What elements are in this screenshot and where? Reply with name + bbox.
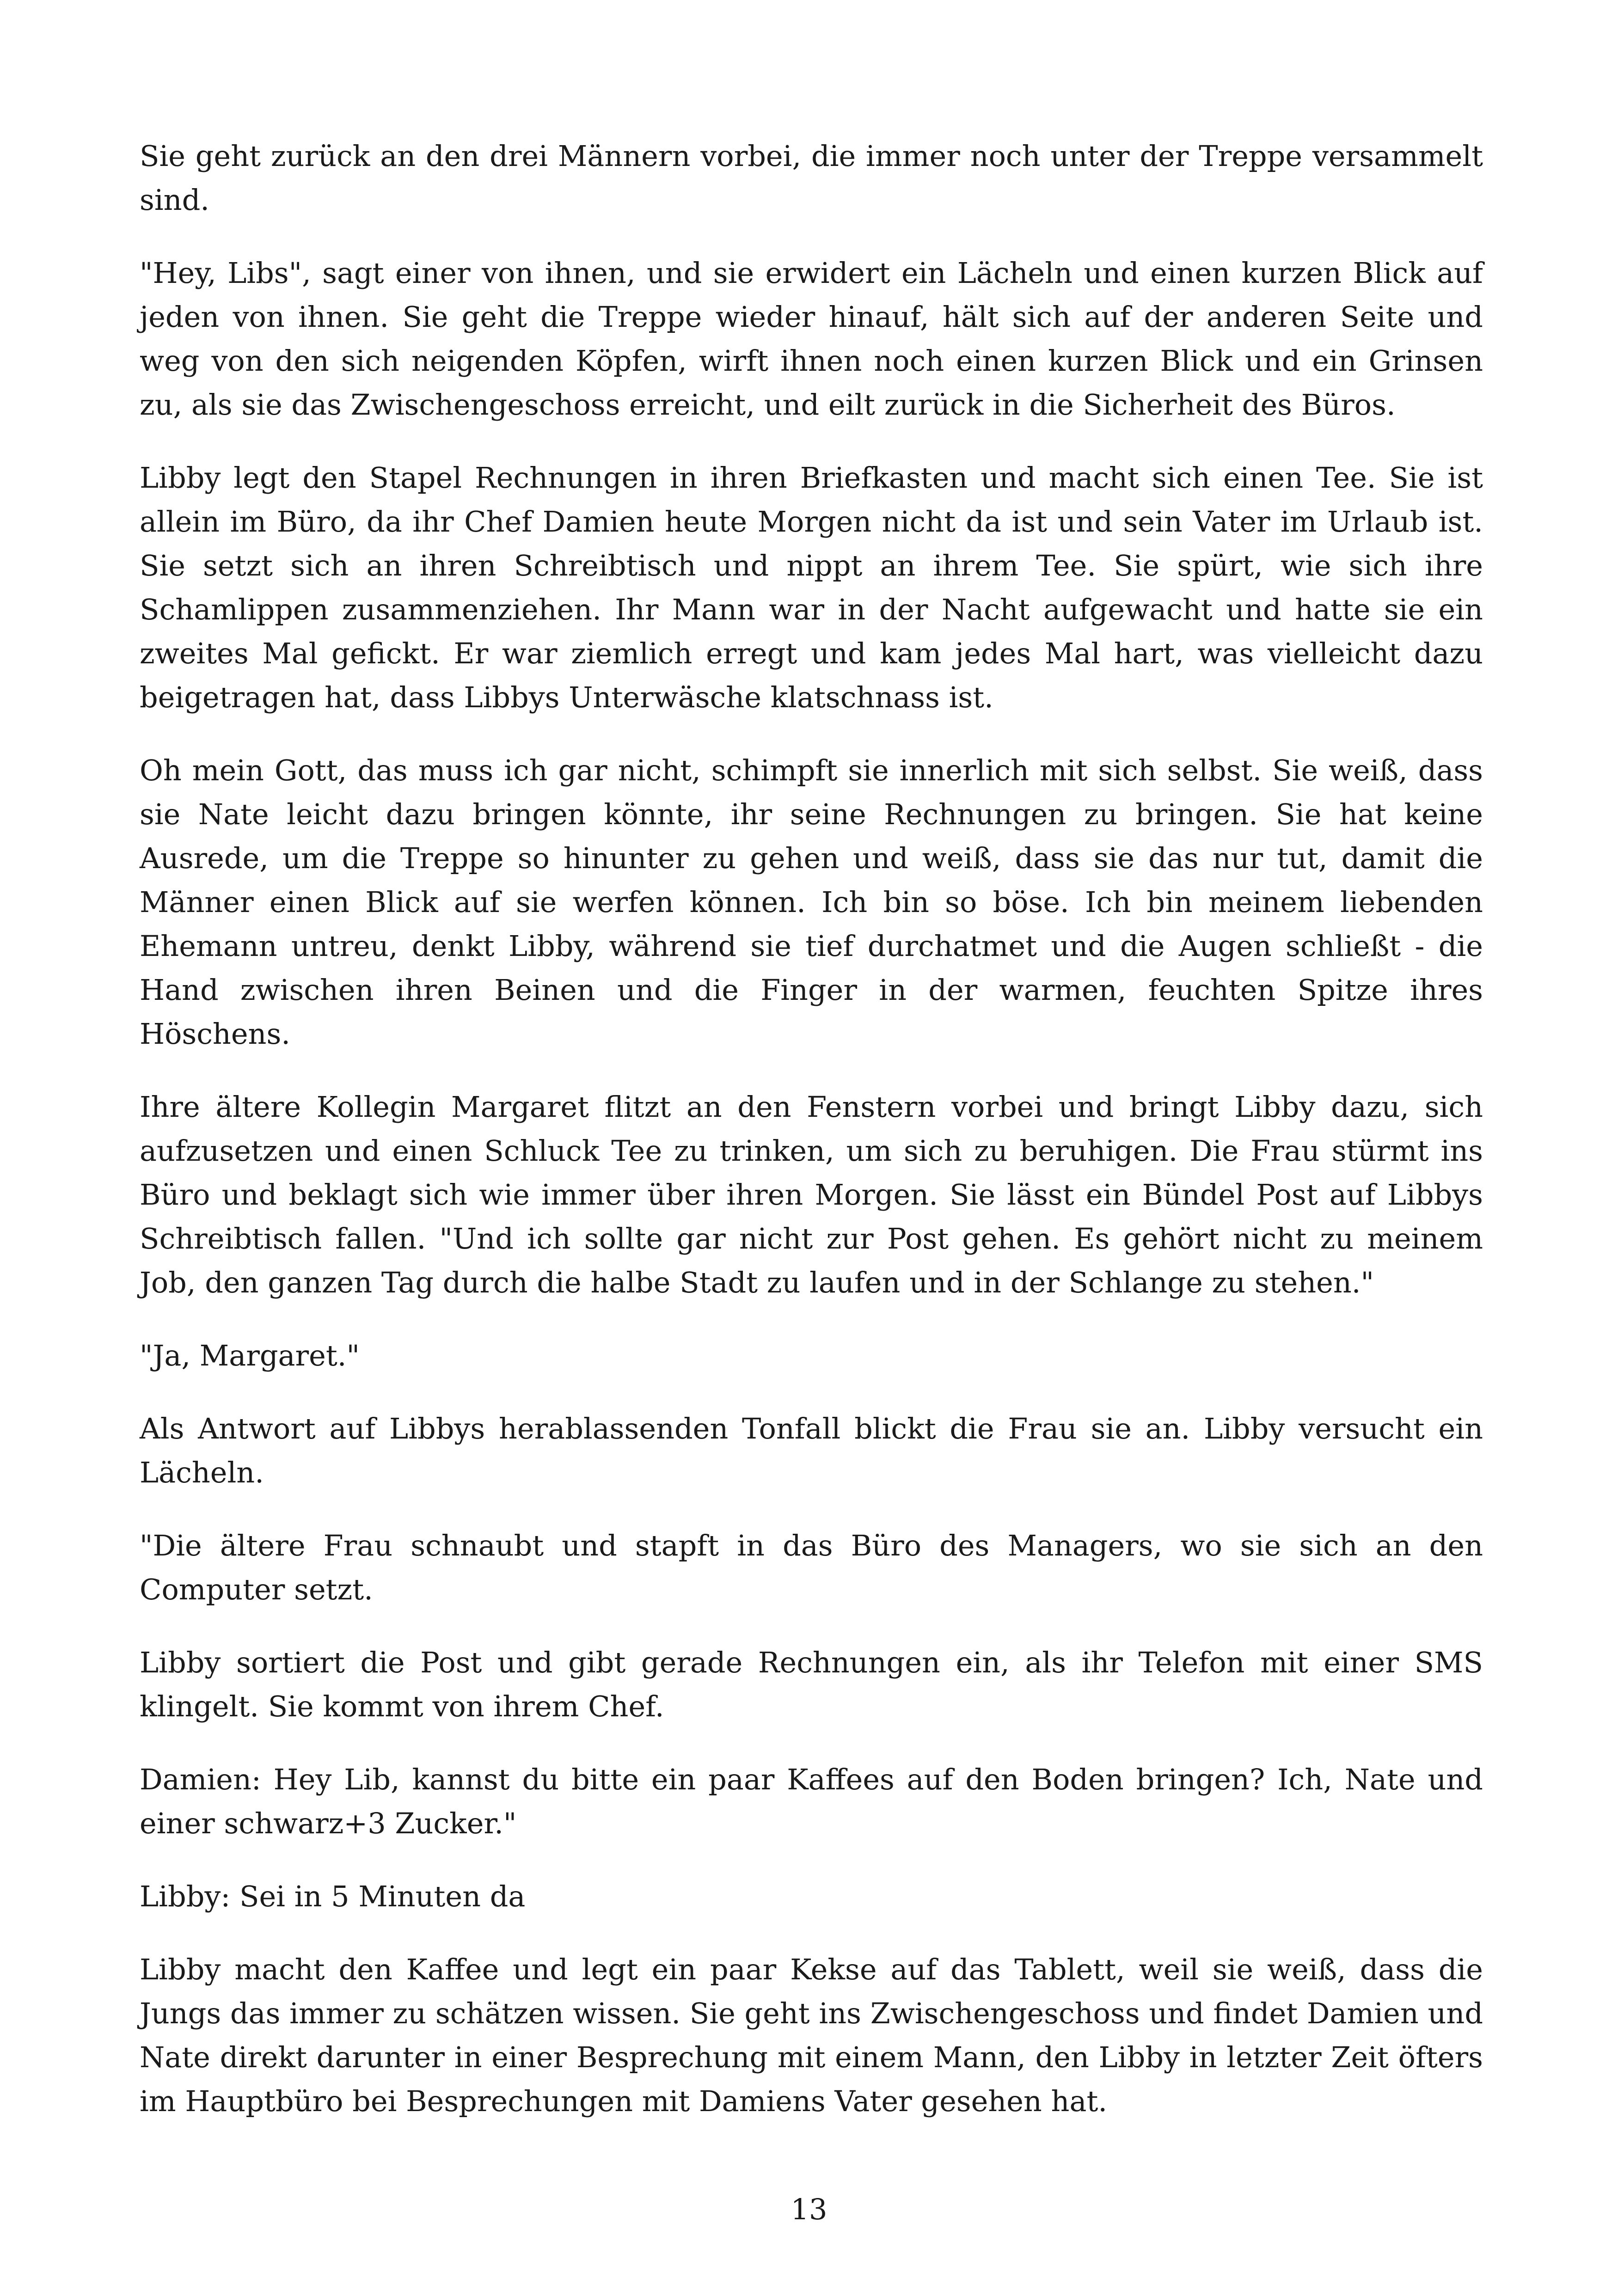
paragraph: Libby: Sei in 5 Minuten da	[140, 1880, 526, 1913]
paragraph: Oh mein Gott, das muss ich gar nicht, schimpft sie innerlich mit sich selbst. Sie weiß, dass sie Nate leicht dazu bringen könnte, ihr seine Rechnungen zu bringen. Sie hat keine Ausrede, um die Treppe so hinunter zu gehen und weiß, dass sie das nur tut, damit die Männer einen Blick auf sie werfen können. Ich bin so böse. Ich bin meinem liebenden Ehemann untreu, denkt Libby, während sie tief durchatmet und die Augen schließt - die Hand zwischen ihren Beinen und die Finger in der warmen, feuchten Spitze ihres Höschens.	[140, 753, 1483, 1051]
paragraph: Damien: Hey Lib, kannst du bitte ein paar Kaffees auf den Boden bringen? Ich, Nate und einer schwarz+3 Zucker."	[140, 1763, 1483, 1840]
paragraph: "Ja, Margaret."	[140, 1339, 360, 1372]
paragraph: Als Antwort auf Libbys herablassenden Tonfall blickt die Frau sie an. Libby versucht ein Lächeln.	[140, 1412, 1483, 1489]
paragraph: Sie geht zurück an den drei Männern vorbei, die immer noch unter der Treppe versammelt sind.	[140, 139, 1483, 217]
paragraph: Libby legt den Stapel Rechnungen in ihren Briefkasten und macht sich einen Tee. Sie ist allein im Büro, da ihr Chef Damien heute Morgen nicht da ist und sein Vater im Urlaub ist. Sie setzt sich an ihren Schreibtisch und nippt an ihrem Tee. Sie spürt, wie sich ihre Schamlippen zusammenziehen. Ihr Mann war in der Nacht aufgewacht und hatte sie ein zweites Mal gefickt. Er war ziemlich erregt und kam jedes Mal hart, was vielleicht dazu beigetragen hat, dass Libbys Unterwäsche klatschnass ist.	[140, 461, 1483, 714]
paragraph: Libby macht den Kaffee und legt ein paar Kekse auf das Tablett, weil sie weiß, dass die Jungs das immer zu schätzen wissen. Sie geht ins Zwischengeschoss und findet Damien und Nate direkt darunter in einer Besprechung mit einem Mann, den Libby in letzter Zeit öfters im Hauptbüro bei Besprechungen mit Damiens Vater gesehen hat.	[140, 1953, 1483, 2118]
paragraph: Libby sortiert die Post und gibt gerade Rechnungen ein, als ihr Telefon mit einer SMS klingelt. Sie kommt von ihrem Chef.	[140, 1646, 1483, 1723]
paragraph: "Die ältere Frau schnaubt und stapft in das Büro des Managers, wo sie sich an den Computer setzt.	[140, 1529, 1483, 1606]
page-body	[140, 134, 1483, 2123]
page-number: 13	[791, 2192, 827, 2226]
paragraph: "Hey, Libs", sagt einer von ihnen, und sie erwidert ein Lächeln und einen kurzen Blick auf jeden von ihnen. Sie geht die Treppe wieder hinauf, hält sich auf der anderen Seite und weg von den sich neigenden Köpfen, wirft ihnen noch einen kurzen Blick und ein Grinsen zu, als sie das Zwischengeschoss erreicht, und eilt zurück in die Sicherheit des Büros.	[140, 256, 1483, 422]
paragraph: Ihre ältere Kollegin Margaret flitzt an den Fenstern vorbei und bringt Libby dazu, sich aufzusetzen und einen Schluck Tee zu trinken, um sich zu beruhigen. Die Frau stürmt ins Büro und beklagt sich wie immer über ihren Morgen. Sie lässt ein Bündel Post auf Libbys Schreibtisch fallen. "Und ich sollte gar nicht zur Post gehen. Es gehört nicht zu meinem Job, den ganzen Tag durch die halbe Stadt zu laufen und in der Schlange zu stehen."	[140, 1090, 1483, 1299]
